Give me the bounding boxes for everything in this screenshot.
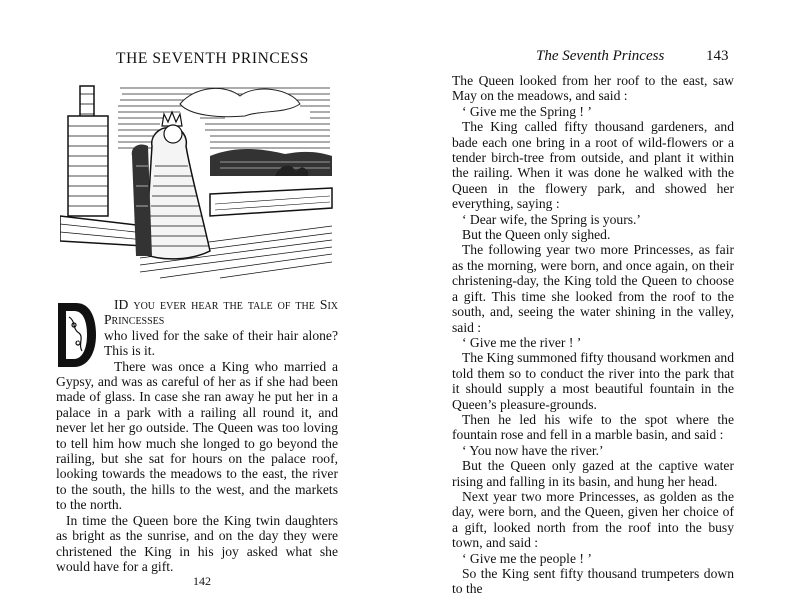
opening-paragraph xyxy=(56,297,338,513)
paragraph: There was once a King who married a Gypsy, and was as careful of her as if she had been made of glass. In case she ran away he put her in a palace in a park with a railing all round it, and never let her go outside. The Queen was too loving to tell him how much she longed to go beyond the railing, but she sat for hours on the palace roof, looking towards the meadows to the east, the river to the south, the hills to the west, and the markets to the north. xyxy=(56,358,338,513)
paragraph: ‘ You now have the river.’ xyxy=(462,442,604,458)
paragraph: So the King sent fifty thousand trumpeters down to the xyxy=(452,566,734,597)
svg-text:D: D xyxy=(77,339,80,344)
paragraph: The King called fifty thousand gardeners, and bade each one bring in a root of wild-flowers or a tender birch-tree from outside, and plant it within the railing. When it was done he walked with the Queen in the flowery park, and showed her everything, saying : xyxy=(452,119,734,212)
opening-line: ID you ever hear the tale of the Six Princesses xyxy=(104,297,338,328)
paragraph: In time the Queen bore the King twin daughters as bright as the sunrise, and on the day they were christened the King in his joy asked what she would have for a gift. xyxy=(56,512,338,574)
page-number-right: 143 xyxy=(706,48,729,64)
paragraph: ‘ Give me the river ! ’ xyxy=(462,334,582,350)
running-head-right: The Seventh Princess xyxy=(536,48,665,64)
paragraph: ‘ Dear wife, the Spring is yours.’ xyxy=(462,211,641,227)
paragraph: ‘ Give me the Spring ! ’ xyxy=(462,103,592,119)
left-page-body xyxy=(56,297,338,574)
right-page-body xyxy=(452,73,734,597)
running-head-left: THE SEVENTH PRINCESS xyxy=(116,50,309,67)
paragraph: The following year two more Princesses, as fair as the morning, were born, and once again, on their christening-day, the King told the Queen to choose a gift. This time she looked from the roof to the south, and, seeing the water shining in the valley, said : xyxy=(452,242,734,335)
paragraph: Then he led his wife to the spot where the fountain rose and fell in a marble basin, and said : xyxy=(452,411,734,443)
paragraph: But the Queen only gazed at the captive water rising and falling in its basin, and hung her head. xyxy=(452,458,734,489)
right-page xyxy=(396,0,792,612)
decorated-dropcap-d xyxy=(54,299,98,371)
page-number-left: 142 xyxy=(193,574,211,588)
paragraph: The Queen looked from her roof to the east, saw May on the meadows, and said : xyxy=(452,73,734,104)
queen-on-roof-illustration xyxy=(60,76,335,281)
paragraph: The King summoned fifty thousand workmen and told them so to conduct the river into the park that it should supply a most beautiful fountain in the Queen’s pleasure-grounds. xyxy=(452,350,734,412)
paragraph: But the Queen only sighed. xyxy=(462,227,611,243)
paragraph: ‘ Give me the people ! ’ xyxy=(462,550,592,566)
paragraph: Next year two more Princesses, as golden as the day, were born, and the Queen, given her choice of a gift, looked north from the roof into the busy town, and said : xyxy=(452,488,734,551)
paragraph: who lived for the sake of their hair alone? This is it. xyxy=(104,327,338,359)
